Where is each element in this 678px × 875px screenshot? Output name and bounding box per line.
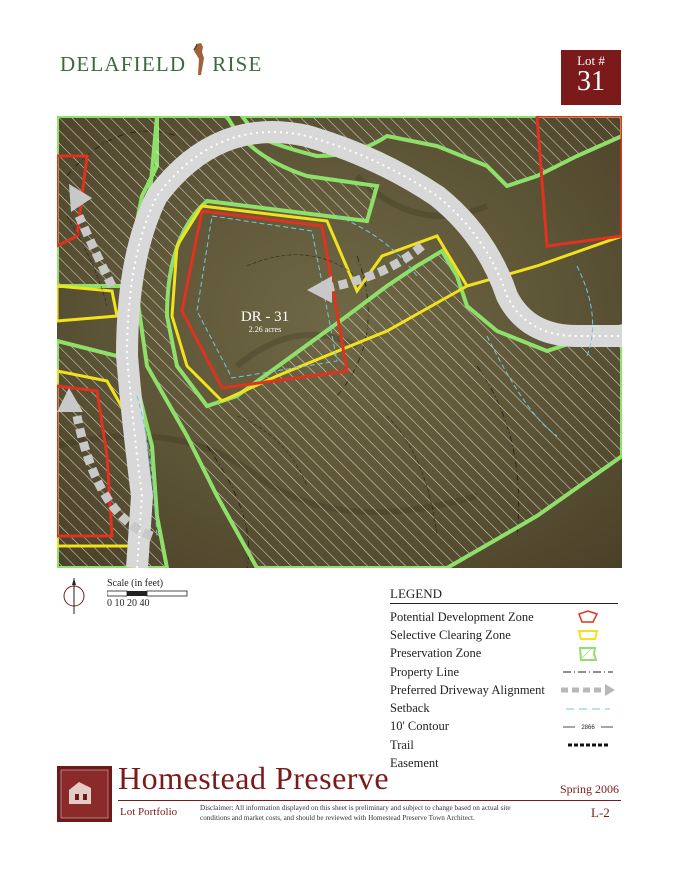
yellow-polygon-icon (558, 628, 618, 642)
legend-item: Property Line (390, 663, 618, 681)
lot-label: Lot # (577, 53, 605, 68)
site-map (57, 116, 622, 568)
brand-left-text: DELAFIELD (60, 51, 187, 76)
brand-logo (60, 50, 263, 78)
lot-id-label: DR - 31 (240, 309, 290, 325)
scale-bar (107, 590, 197, 598)
footer-divider (118, 800, 621, 801)
footer-date: Spring 2006 (560, 782, 620, 796)
scale-ticks: 0 10 20 40 (107, 598, 150, 609)
gray-dashed-arrow-icon (558, 683, 618, 697)
legend-item: Easement (390, 756, 439, 771)
dash-dot-line-icon (558, 665, 618, 679)
blue-dashed-line-icon (558, 702, 618, 716)
map-legend (390, 586, 618, 773)
lot-number-badge (561, 50, 621, 105)
contour-line-icon (558, 720, 618, 734)
legend-item: Preferred Driveway Alignment (390, 681, 618, 699)
legend-item: Potential Development Zone (390, 608, 618, 626)
footer-subtitle: Lot Portfolio (120, 806, 178, 818)
legend-title: LEGEND (390, 586, 618, 604)
red-polygon-icon (558, 610, 618, 624)
homestead-logo-icon (57, 766, 112, 822)
legend-item: Selective Clearing Zone (390, 626, 618, 644)
page-number: L-2 (591, 805, 610, 820)
horse-icon (190, 42, 208, 76)
legend-item: Preservation Zone (390, 645, 618, 663)
legend-item: 10' Contour 2866 (390, 718, 618, 736)
black-dashed-line-icon (558, 738, 618, 752)
lot-area-label: 2.26 acres (248, 325, 282, 334)
scale-title: Scale (in feet) (107, 578, 164, 589)
green-hatched-polygon-icon (558, 647, 618, 661)
legend-item: Trail (390, 736, 618, 754)
brand-right-text: RISE (212, 51, 263, 76)
north-arrow-icon (62, 576, 88, 616)
lot-number: 31 (577, 66, 605, 97)
footer-title: Homestead Preserve (118, 760, 390, 796)
map-scale (62, 574, 202, 619)
svg-text:2866: 2866 (581, 724, 595, 731)
legend-item: Setback (390, 699, 618, 717)
disclaimer-text: Disclaimer: All information displayed on this sheet is preliminary and subject to change based on actual site conditions and market costs, and should be reviewed with Homestead Preserve Town Architect. (200, 804, 511, 822)
